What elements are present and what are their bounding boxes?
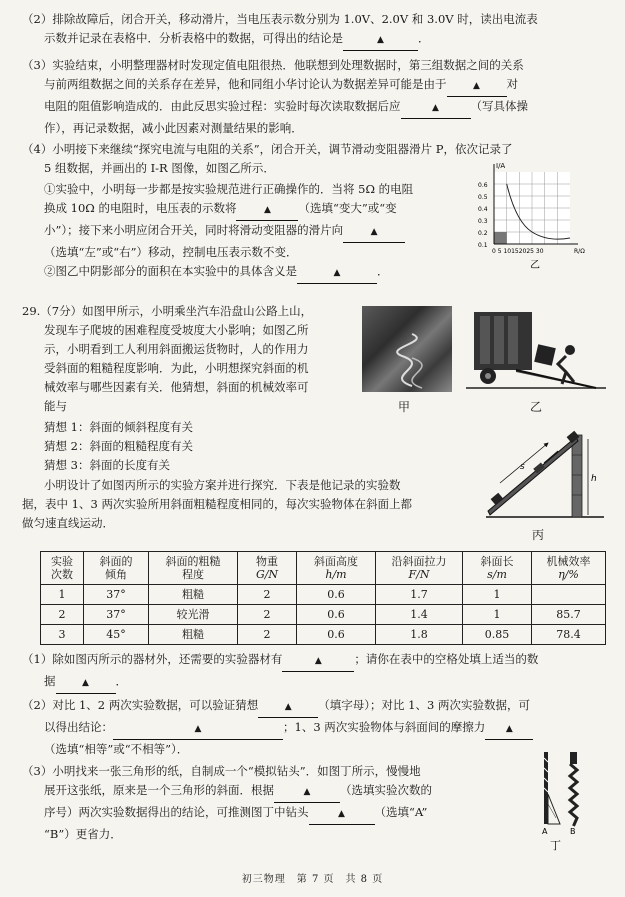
caption-bing: 丙: [532, 528, 545, 542]
answer-blank[interactable]: [343, 29, 418, 51]
answer-blank[interactable]: [113, 718, 283, 740]
efficiency-empty-cell[interactable]: [532, 585, 606, 605]
shaded-area: [494, 232, 507, 244]
q29-sub3: （3）小明找来一张三角形的纸，自制成一个“模拟钻头”．如图丁所示，慢慢地 展开这张纸，原来是一个三角形的斜面．根据 ▲ （选填实验次数的 序号）两次实验数据得出的结论，可推测图丁中钻头 ▲ （选填“A” “B”）更省力．: [22, 764, 432, 841]
blank-triangle-icon: ▲: [194, 724, 202, 734]
blank-triangle-icon: ▲: [314, 656, 322, 666]
header-trial: 实验 次数: [41, 552, 84, 585]
answer-blank[interactable]: [485, 718, 533, 740]
x-axis-label: R/Ω: [574, 248, 585, 255]
svg-text:h: h: [591, 474, 597, 484]
blank-triangle-icon: ▲: [338, 809, 345, 819]
caption-ding: 丁: [550, 839, 561, 852]
answer-blank[interactable]: [282, 650, 354, 672]
answer-blank[interactable]: [236, 199, 298, 221]
q29-guesses: 猜想 1：斜面的倾斜程度有关 猜想 2：斜面的粗糙程度有关 猜想 3：斜面的长度有关: [44, 420, 193, 472]
y-axis-label: I/A: [496, 162, 506, 170]
q28-item4: （4）小明接下来继续“探究电流与电阻的关系”，闭合开关，调节滑动变阻器滑片 P，依次记录了 5 组数据，并画出的 I-R 图像，如图乙所示．: [22, 142, 513, 175]
truck-ramp-figure: [466, 306, 606, 392]
blank-triangle-icon: ▲: [377, 35, 384, 45]
svg-text:s: s: [520, 462, 525, 472]
svg-text:0.5: 0.5: [478, 194, 488, 201]
svg-text:0.2: 0.2: [478, 230, 488, 237]
q28-item3: （3）实验结束，小明整理器材时发现定值电阻很热．他联想到处理数据时，第三组数据之间的关系 与前两组数据之间的关系存在差异，他和同组小华讨论认为数据差异可能是由于 ▲ 对 电阻的阻值影响造成的．由此反思实验过程：实验时每次读取数据后应 ▲ （写具体操 作），再记录数据，减小此因素对测量结果的影响．: [22, 58, 528, 135]
answer-blank[interactable]: [56, 672, 116, 694]
header-efficiency: 机械效率 η/%: [532, 552, 606, 585]
svg-text:0.1: 0.1: [478, 242, 488, 249]
caption-jia: 甲: [398, 400, 411, 414]
graph-caption: 乙: [530, 260, 540, 271]
q29-design: 小明设计了如图丙所示的实验方案并进行探究．下表是他记录的实验数 据，表中 1、3 两次实验所用斜面粗糙程度相同的，每次实验物体在斜面上都 做匀速直线运动．: [22, 478, 412, 530]
header-weight: 物重 G/N: [238, 552, 297, 585]
x-ticks: 0 5 10152025 30: [492, 248, 544, 255]
incline-experiment-figure: [482, 425, 606, 525]
table-row: 2 37° 较光滑 2 0.6 1.4 1 85.7: [41, 605, 606, 625]
blank-triangle-icon: ▲: [82, 678, 89, 688]
blank-triangle-icon: ▲: [370, 227, 378, 237]
svg-text:B: B: [570, 827, 576, 836]
svg-text:A: A: [542, 827, 548, 836]
blank-triangle-icon: ▲: [303, 787, 311, 797]
blank-triangle-icon: ▲: [432, 103, 439, 113]
q29-intro: 29.（7分）如图甲所示，小明乘坐汽车沿盘山公路上山， 发现车子爬坡的困难程度受坡度大小影响；如图乙所 示，小明看到工人利用斜面搬运货物时，人的作用力 受斜面的粗糙程度影响．为此，小明想探究斜面的机 械效率与哪些因素有关．他猜想，斜面的机械效率可 能与: [22, 304, 313, 413]
table-header-row: [41, 552, 606, 585]
svg-text:0.4: 0.4: [478, 206, 488, 213]
blank-triangle-icon: ▲: [333, 268, 341, 278]
answer-blank[interactable]: [309, 803, 375, 825]
q29-sub2: （2）对比 1、2 两次实验数据，可以验证猜想 ▲ （填字母）；对比 1、3 两次实验数据，可 以得出结论： ▲ ；1、3 两次实验物体与斜面间的摩擦力 ▲ （选填“相等”或“不相等”）．: [22, 696, 625, 759]
header-angle: 斜面的 倾角: [84, 552, 149, 585]
q29-sub1: （1）除如图丙所示的器材外，还需要的实验器材有 ▲ ；请你在表中的空格处填上适当的数 据 ▲ ．: [22, 650, 625, 694]
header-roughness: 斜面的粗糙 程度: [149, 552, 238, 585]
caption-yi: 乙: [530, 400, 543, 414]
answer-blank[interactable]: [297, 262, 377, 284]
header-length: 斜面长 s/m: [463, 552, 532, 585]
answer-blank[interactable]: [258, 696, 318, 718]
blank-triangle-icon: ▲: [264, 205, 271, 215]
header-pull: 沿斜面拉力 F/N: [376, 552, 463, 585]
answer-blank[interactable]: [447, 75, 507, 97]
experiment-data-table: [40, 551, 606, 645]
table-row: 3 45° 粗糙 2 0.6 1.8 0.85 78.4: [41, 625, 606, 645]
header-height: 斜面高度 h/m: [297, 552, 376, 585]
page-footer: 初三物理 第 7 页 共 8 页: [241, 874, 384, 885]
table-row: 1 37° 粗糙 2 0.6 1.7 1: [41, 585, 606, 605]
svg-text:0.3: 0.3: [478, 218, 488, 225]
q28-item4-sub: ①实验中，小明每一步都是按实验规范进行正确操作的．当将 5Ω 的电阻 换成 10Ω 的电阻时，电压表的示数将 ▲ （选填“变大”或“变 小”）；接下来小明应闭合开关，同时将滑动变阻器的滑片向 ▲ （选填“左”或“右”）移动，控制电压表示数不变． ②图乙中阴影部分的面积在本实验中的具体含义是 ▲ ．: [44, 180, 484, 284]
blank-triangle-icon: ▲: [284, 702, 292, 712]
q28-item2: （2）排除故障后，闭合开关，移动滑片，当电压表示数分别为 1.0V、2.0V 和 3.0V 时，读出电流表 示数并记录在表格中．分析表格中的数据，可得出的结论是 ▲ ．: [22, 10, 625, 51]
drill-bits-figure: [530, 748, 600, 852]
i-r-graph: [478, 160, 598, 272]
mountain-road-photo: [362, 306, 452, 392]
answer-blank[interactable]: [401, 97, 471, 119]
blank-triangle-icon: ▲: [473, 81, 480, 91]
answer-blank[interactable]: [274, 781, 340, 803]
answer-blank[interactable]: [343, 221, 405, 243]
svg-text:0.6: 0.6: [478, 182, 488, 189]
blank-triangle-icon: ▲: [505, 724, 513, 734]
